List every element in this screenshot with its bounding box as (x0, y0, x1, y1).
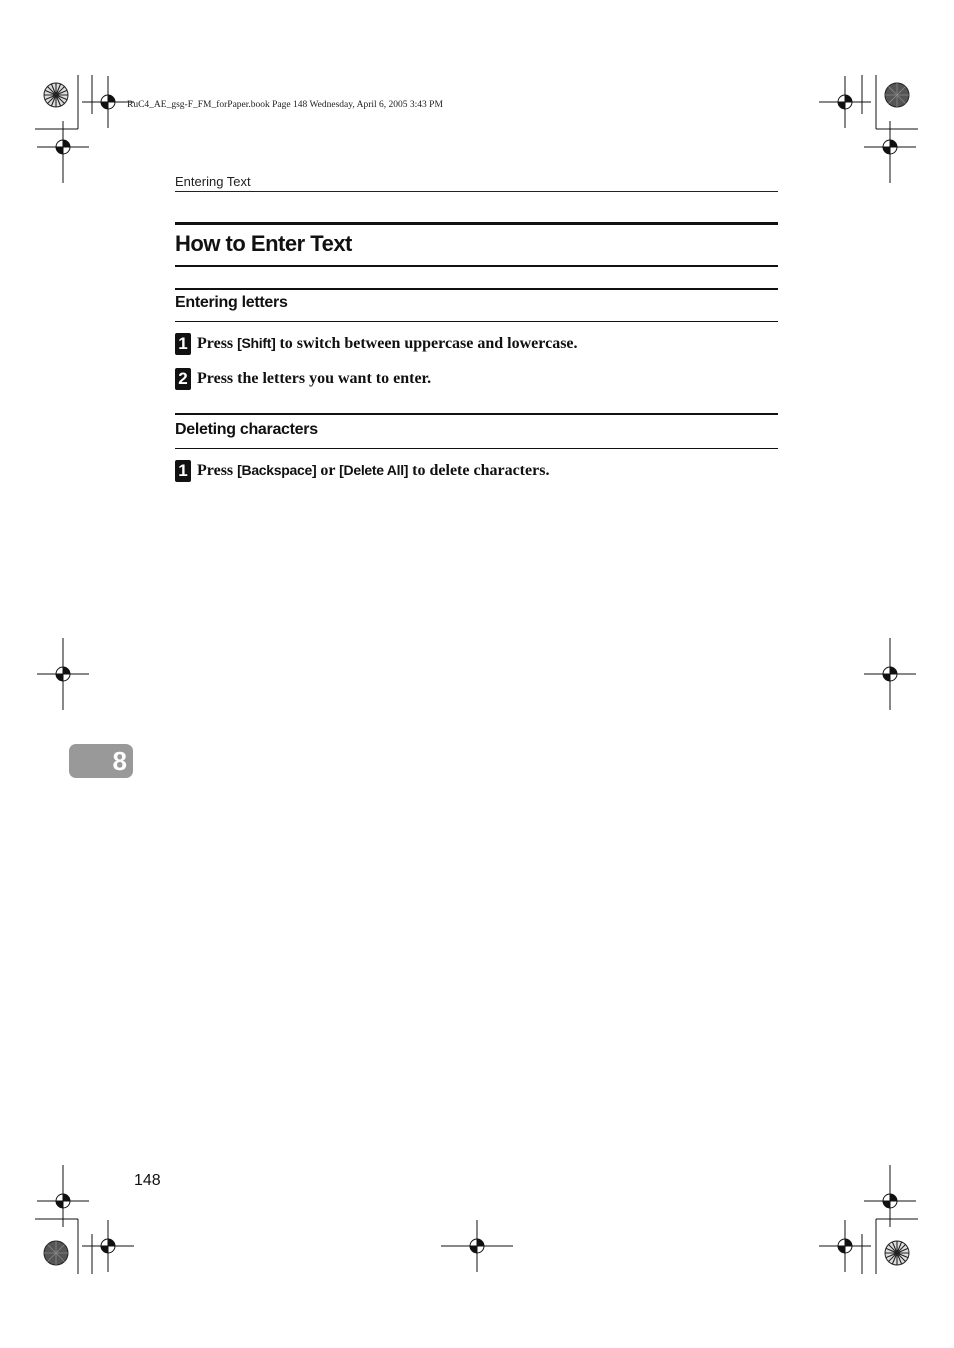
step-item (175, 333, 578, 355)
title-bottom-rule (175, 265, 778, 267)
header-rule (175, 191, 778, 192)
section-bottom-rule (175, 448, 778, 449)
section-top-rule (175, 288, 778, 290)
step-item (175, 460, 549, 482)
step-item (175, 368, 431, 390)
step-number: 1 (175, 460, 191, 482)
key-label-delete-all: [Delete All] (339, 462, 409, 478)
step-number: 1 (175, 333, 191, 355)
step-text: Press the letters you want to enter. (197, 370, 432, 387)
section-heading-entering-letters: Entering letters (175, 294, 288, 311)
section-top-rule (175, 413, 778, 415)
step-text: Press [Shift] to switch between uppercase and lowercase. (197, 335, 578, 352)
page-title: How to Enter Text (175, 231, 352, 256)
key-label-shift: [Shift] (237, 335, 276, 351)
step-text: Press [Backspace] or [Delete All] to delete characters. (197, 462, 550, 479)
key-label-backspace: [Backspace] (237, 462, 317, 478)
page-number: 148 (134, 1172, 161, 1189)
print-info-line: RuC4_AE_gsg-F_FM_forPaper.book Page 148 Wednesday, April 6, 2005 3:43 PM (127, 100, 443, 110)
step-number: 2 (175, 368, 191, 390)
section-bottom-rule (175, 321, 778, 322)
chapter-tab: 8 (69, 744, 133, 778)
running-header: Entering Text (175, 174, 251, 189)
section-heading-deleting-characters: Deleting characters (175, 421, 318, 438)
title-top-rule (175, 222, 778, 225)
